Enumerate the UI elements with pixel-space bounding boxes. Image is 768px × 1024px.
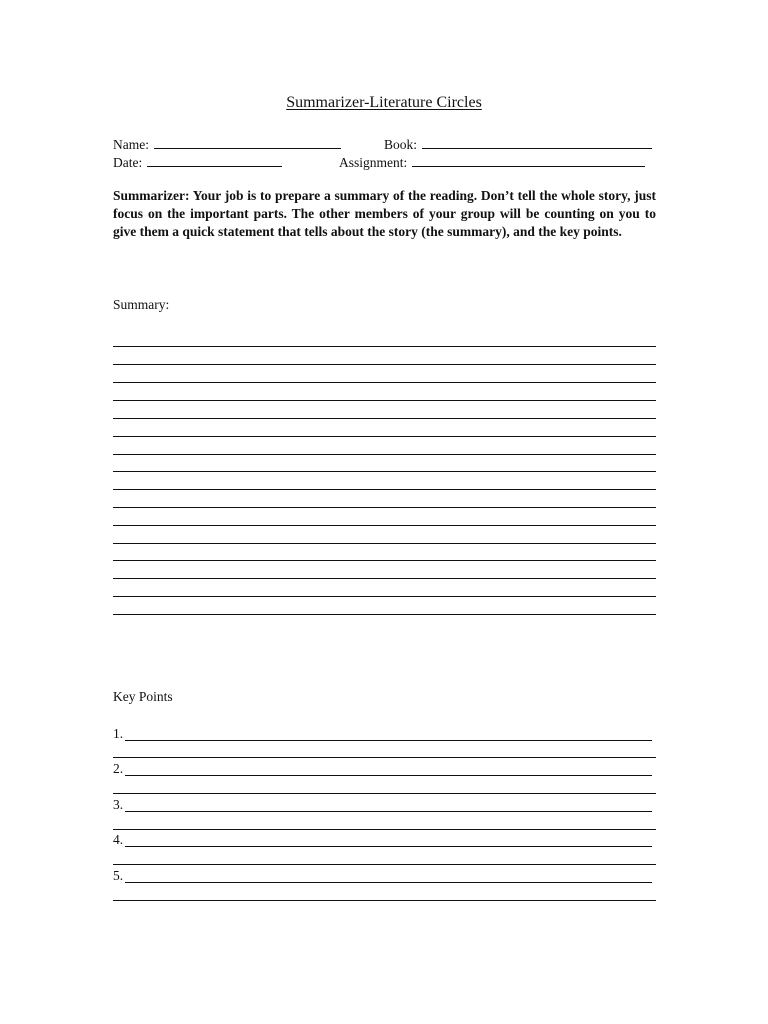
page-title: Summarizer-Literature Circles xyxy=(286,94,482,111)
instructions-text: Summarizer: Your job is to prepare a summary of the reading. Don’t tell the whole story, just focus on the important parts. The other members of your group will be counting on you to give them a quick statement that tells about the story (the summary), and the key points. xyxy=(113,188,656,239)
summary-line[interactable] xyxy=(113,382,656,383)
key-point-line[interactable] xyxy=(113,793,656,794)
date-label: Date: xyxy=(113,155,143,170)
key-point-line[interactable] xyxy=(125,740,652,741)
summary-line[interactable] xyxy=(113,525,656,526)
summary-line[interactable] xyxy=(113,614,656,615)
summary-line[interactable] xyxy=(113,418,656,419)
book-field[interactable] xyxy=(384,136,652,153)
summary-line[interactable] xyxy=(113,436,656,437)
date-input-line[interactable] xyxy=(147,154,282,167)
name-field[interactable] xyxy=(113,136,341,153)
summary-line[interactable] xyxy=(113,400,656,401)
summary-line[interactable] xyxy=(113,543,656,544)
key-point-number: 2. xyxy=(113,761,124,776)
summary-label: Summary: xyxy=(113,297,170,312)
key-point-line[interactable] xyxy=(113,829,656,830)
date-field[interactable] xyxy=(113,154,282,171)
key-point-line[interactable] xyxy=(113,900,656,901)
summary-line[interactable] xyxy=(113,364,656,365)
summary-line[interactable] xyxy=(113,454,656,455)
key-point-line[interactable] xyxy=(125,882,652,883)
key-point-line[interactable] xyxy=(125,846,652,847)
assignment-field[interactable] xyxy=(339,154,645,171)
summary-line[interactable] xyxy=(113,346,656,347)
key-points-label: Key Points xyxy=(113,689,173,704)
key-point-number: 4. xyxy=(113,832,124,847)
name-input-line[interactable] xyxy=(154,136,341,149)
summary-line[interactable] xyxy=(113,471,656,472)
name-label: Name: xyxy=(113,137,149,152)
summary-line[interactable] xyxy=(113,596,656,597)
book-input-line[interactable] xyxy=(422,136,652,149)
key-point-number: 1. xyxy=(113,726,124,741)
key-point-line[interactable] xyxy=(125,775,652,776)
summary-line[interactable] xyxy=(113,578,656,579)
key-point-number: 3. xyxy=(113,797,124,812)
summary-line[interactable] xyxy=(113,507,656,508)
assignment-input-line[interactable] xyxy=(412,154,645,167)
summary-line[interactable] xyxy=(113,560,656,561)
key-point-line[interactable] xyxy=(125,811,652,812)
book-label: Book: xyxy=(384,137,418,152)
key-point-number: 5. xyxy=(113,868,124,883)
key-point-line[interactable] xyxy=(113,757,656,758)
key-point-line[interactable] xyxy=(113,864,656,865)
assignment-label: Assignment: xyxy=(339,155,408,170)
summary-line[interactable] xyxy=(113,489,656,490)
